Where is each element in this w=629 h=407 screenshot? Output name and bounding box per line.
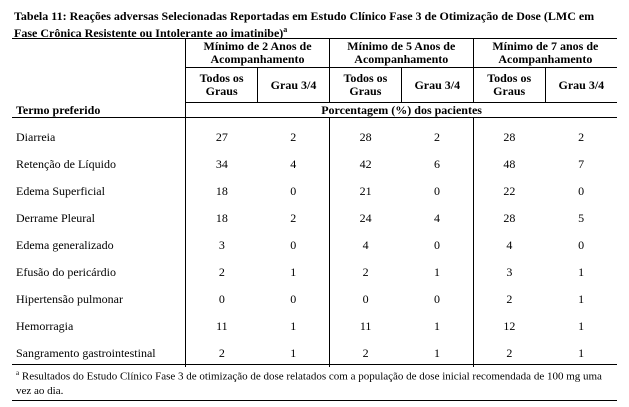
footnote-marker: a bbox=[16, 369, 20, 377]
table-row bbox=[12, 124, 617, 151]
subheader-grade-3-4: Grau 3/4 bbox=[545, 68, 617, 103]
cell-grade-3-4: 6 bbox=[434, 157, 441, 171]
cell-grade-3-4: 1 bbox=[290, 319, 297, 333]
subheader-all-grades: Todos os Graus bbox=[473, 68, 545, 103]
header-corner-sub bbox=[12, 68, 186, 103]
column-header-percentage: Porcentagem (%) dos pacientes bbox=[186, 103, 617, 118]
cell-all-grades: 2 bbox=[473, 286, 545, 313]
cell-all-grades: 2 bbox=[329, 259, 401, 286]
cell-all-grades: 28 bbox=[473, 205, 545, 232]
row-term: Hemorragia bbox=[16, 319, 74, 333]
caption-text: Tabela 11: Reações adversas Selecionadas Reportadas em Estudo Clínico Fase 3 de Otimização de Dose (LMC em Fase Crônica Resistente ou Intolerante ao imatinibe) bbox=[14, 9, 595, 40]
subheader-grade-3-4: Grau 3/4 bbox=[401, 68, 473, 103]
cell-all-grades: 3 bbox=[473, 259, 545, 286]
cell-grade-3-4: 1 bbox=[290, 346, 297, 360]
cell-all-grades: 0 bbox=[186, 286, 258, 313]
table-row bbox=[12, 205, 617, 232]
subheader-all-grades: Todos os Graus bbox=[186, 68, 258, 103]
cell-all-grades: 18 bbox=[186, 178, 258, 205]
row-term: Efusão do pericárdio bbox=[16, 265, 116, 279]
cell-grade-3-4: 1 bbox=[434, 319, 441, 333]
table-row bbox=[12, 178, 617, 205]
cell-all-grades: 21 bbox=[329, 178, 401, 205]
cell-grade-3-4: 0 bbox=[578, 184, 585, 198]
cell-all-grades: 27 bbox=[186, 124, 258, 151]
cell-grade-3-4: 1 bbox=[578, 265, 585, 279]
cell-grade-3-4: 0 bbox=[434, 292, 441, 306]
cell-grade-3-4: 1 bbox=[290, 265, 297, 279]
cell-all-grades: 0 bbox=[329, 286, 401, 313]
cell-all-grades: 4 bbox=[329, 232, 401, 259]
cell-all-grades: 2 bbox=[186, 340, 258, 367]
cell-all-grades: 4 bbox=[473, 232, 545, 259]
row-term: Diarreia bbox=[16, 130, 56, 144]
cell-all-grades: 2 bbox=[473, 340, 545, 367]
caption-footnote-marker: a bbox=[283, 25, 288, 34]
table-caption bbox=[14, 9, 614, 40]
cell-grade-3-4: 0 bbox=[290, 184, 297, 198]
cell-all-grades: 24 bbox=[329, 205, 401, 232]
cell-grade-3-4: 0 bbox=[578, 238, 585, 252]
cell-all-grades: 18 bbox=[186, 205, 258, 232]
cell-grade-3-4: 4 bbox=[290, 157, 297, 171]
cell-grade-3-4: 0 bbox=[290, 292, 297, 306]
cell-all-grades: 11 bbox=[186, 313, 258, 340]
table-row bbox=[12, 232, 617, 259]
subheader-all-grades: Todos os Graus bbox=[329, 68, 401, 103]
group-header-7-years: Mínimo de 7 anos de Acompanhamento bbox=[473, 39, 617, 68]
cell-all-grades: 48 bbox=[473, 151, 545, 178]
row-term: Edema Superficial bbox=[16, 184, 105, 198]
row-term: Sangramento gastrointestinal bbox=[16, 346, 156, 360]
row-term: Retenção de Líquido bbox=[16, 157, 116, 171]
cell-grade-3-4: 1 bbox=[578, 292, 585, 306]
cell-grade-3-4: 2 bbox=[434, 130, 441, 144]
cell-all-grades: 2 bbox=[186, 259, 258, 286]
table-body bbox=[12, 124, 617, 367]
column-header-preferred-term: Termo preferido bbox=[12, 103, 186, 118]
cell-all-grades: 28 bbox=[329, 124, 401, 151]
cell-all-grades: 3 bbox=[186, 232, 258, 259]
cell-all-grades: 34 bbox=[186, 151, 258, 178]
table-row bbox=[12, 151, 617, 178]
cell-grade-3-4: 2 bbox=[290, 211, 297, 225]
table-row bbox=[12, 286, 617, 313]
cell-grade-3-4: 1 bbox=[578, 319, 585, 333]
cell-grade-3-4: 2 bbox=[290, 130, 297, 144]
cell-grade-3-4: 4 bbox=[434, 211, 441, 225]
footnote bbox=[12, 364, 617, 401]
table-row bbox=[12, 313, 617, 340]
cell-grade-3-4: 0 bbox=[434, 238, 441, 252]
cell-all-grades: 11 bbox=[329, 313, 401, 340]
table-row bbox=[12, 340, 617, 367]
cell-all-grades: 2 bbox=[329, 340, 401, 367]
table-row bbox=[12, 259, 617, 286]
cell-grade-3-4: 7 bbox=[578, 157, 585, 171]
cell-grade-3-4: 1 bbox=[434, 346, 441, 360]
row-term: Edema generalizado bbox=[16, 238, 114, 252]
cell-all-grades: 28 bbox=[473, 124, 545, 151]
header-corner bbox=[12, 39, 186, 68]
adverse-reactions-table bbox=[12, 38, 617, 367]
cell-grade-3-4: 0 bbox=[434, 184, 441, 198]
cell-grade-3-4: 0 bbox=[290, 238, 297, 252]
cell-grade-3-4: 1 bbox=[578, 346, 585, 360]
row-term: Hipertensão pulmonar bbox=[16, 292, 123, 306]
group-header-2-years: Mínimo de 2 Anos de Acompanhamento bbox=[186, 39, 330, 68]
cell-all-grades: 42 bbox=[329, 151, 401, 178]
group-header-5-years: Mínimo de 5 Anos de Acompanhamento bbox=[329, 39, 473, 68]
cell-all-grades: 12 bbox=[473, 313, 545, 340]
cell-grade-3-4: 5 bbox=[578, 211, 585, 225]
cell-grade-3-4: 1 bbox=[434, 265, 441, 279]
row-term: Derrame Pleural bbox=[16, 211, 95, 225]
cell-all-grades: 22 bbox=[473, 178, 545, 205]
subheader-grade-3-4: Grau 3/4 bbox=[258, 68, 330, 103]
cell-grade-3-4: 2 bbox=[578, 130, 585, 144]
footnote-text: Resultados do Estudo Clínico Fase 3 de otimização de dose relatados com a população de dose inicial recomendada de 100 mg uma vez ao dia. bbox=[16, 370, 602, 397]
